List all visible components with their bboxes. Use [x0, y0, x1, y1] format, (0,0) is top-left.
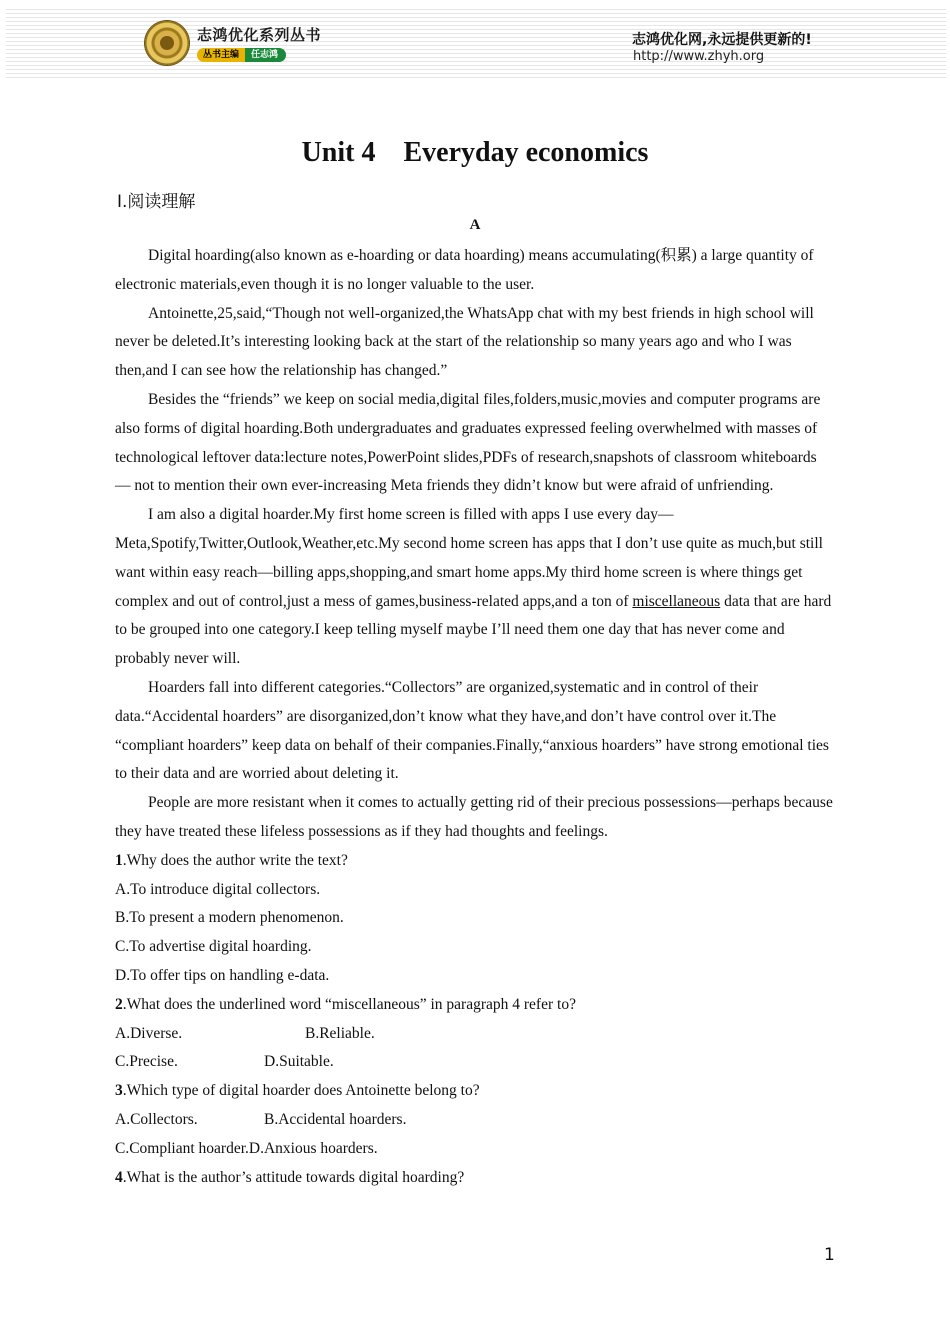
- passage-content: [115, 242, 835, 1192]
- option: A.Diverse.: [115, 1024, 183, 1042]
- option: D.Suitable.: [264, 1053, 334, 1071]
- editor-badge-label: 丛书主编: [197, 48, 245, 62]
- option-row: [115, 1106, 835, 1135]
- option: D.To offer tips on handling e-data.: [115, 966, 330, 984]
- paragraph-3: Besides the “friends” we keep on social media,digital files,folders,music,movies and computer programs are also forms of digital hoarding.Both undergraduates and graduates expressed feeling overwhelmed with masses of technological leftover data:lecture notes,PowerPoint slides,PDFs of research,snapshots of classroom whiteboards — not to mention their own ever-increasing Meta friends they didn’t know but were afraid of unfriending.: [115, 390, 821, 495]
- option: B.Reliable.: [305, 1024, 375, 1042]
- question-number: 3: [115, 1082, 123, 1100]
- option-row: [115, 1135, 835, 1164]
- paragraph-4-part-1: I am also a digital hoarder.My first home screen is filled with apps I use every day—Meta,Spotify,Twitter,Outlook,Weather,etc.My second home screen has apps that I don’t use quite as much,but still want within easy reach—billing apps,shopping,and smart home apps.My third home screen is where things get complex and out of control,just a mess of games,business-related apps,and a ton of: [115, 506, 823, 610]
- seal-emblem-icon: [160, 36, 174, 50]
- question-1: [115, 847, 835, 876]
- question-2: [115, 991, 835, 1020]
- question-number: 4: [115, 1168, 123, 1186]
- section-heading: Ⅰ.阅读理解: [117, 192, 196, 212]
- option-row: [115, 1020, 835, 1049]
- option: B.To present a modern phenomenon.: [115, 909, 344, 927]
- underlined-word: miscellaneous: [632, 592, 721, 610]
- option-row: [115, 1048, 835, 1077]
- option: B.Accidental hoarders.: [264, 1110, 407, 1128]
- paragraph-4-part-2: data that are hard to be grouped into one category.I keep telling myself maybe I’ll need them one day that has never come and probably never will.: [115, 592, 832, 668]
- question-4: [115, 1164, 835, 1193]
- editor-badge-name: 任志鸿: [245, 48, 286, 62]
- header-url: http://www.zhyh.org: [633, 49, 765, 64]
- paragraph-5: Hoarders fall into different categories.“Collectors” are organized,systematic and in control of their data.“Accidental hoarders” are disorganized,don’t know what they have,and don’t have control over it.The “compliant hoarders” keep data on behalf of their companies.Finally,“anxious hoarders” have strong emotional ties to their data and are worried about deleting it.: [115, 678, 829, 783]
- paragraph-2: Antoinette,25,said,“Though not well-organized,the WhatsApp chat with my best friends in high school will never be deleted.It’s interesting looking back at the start of the relationship so many years ago and who I was then,and I can see how the relationship has changed.”: [115, 304, 814, 380]
- option: C.Compliant hoarder.: [115, 1139, 249, 1157]
- question-number: 1: [115, 851, 123, 869]
- option: C.To advertise digital hoarding.: [115, 938, 312, 956]
- question-3: [115, 1077, 835, 1106]
- paragraph-4: [115, 501, 835, 674]
- page-number: 1: [824, 1245, 835, 1265]
- paragraph-1: Digital hoarding(also known as e-hoarding or data hoarding) means accumulating(积累) a large quantity of electronic materials,even though it is no longer valuable to the user.: [115, 247, 814, 293]
- question-text: .What does the underlined word “miscellaneous” in paragraph 4 refer to?: [122, 995, 576, 1013]
- option: A.To introduce digital collectors.: [115, 880, 321, 898]
- question-text: .Which type of digital hoarder does Antoinette belong to?: [122, 1082, 480, 1100]
- option: D.Anxious hoarders.: [248, 1139, 378, 1157]
- editor-badge: [197, 48, 286, 62]
- question-text: .What is the author’s attitude towards digital hoarding?: [122, 1168, 465, 1186]
- paragraph-6: People are more resistant when it comes to actually getting rid of their precious possessions—perhaps because they have treated these lifeless possessions as if they had thoughts and feelings.: [115, 794, 833, 840]
- option: A.Collectors.: [115, 1110, 198, 1128]
- unit-title: Unit 4 Everyday economics: [301, 137, 649, 168]
- header-slogan: 志鸿优化网,永远提供更新的!: [632, 32, 812, 48]
- question-text: .Why does the author write the text?: [122, 851, 348, 869]
- question-number: 2: [115, 995, 123, 1013]
- option: C.Precise.: [115, 1053, 178, 1071]
- series-title: 志鸿优化系列丛书: [197, 26, 322, 44]
- passage-label: A: [469, 217, 481, 233]
